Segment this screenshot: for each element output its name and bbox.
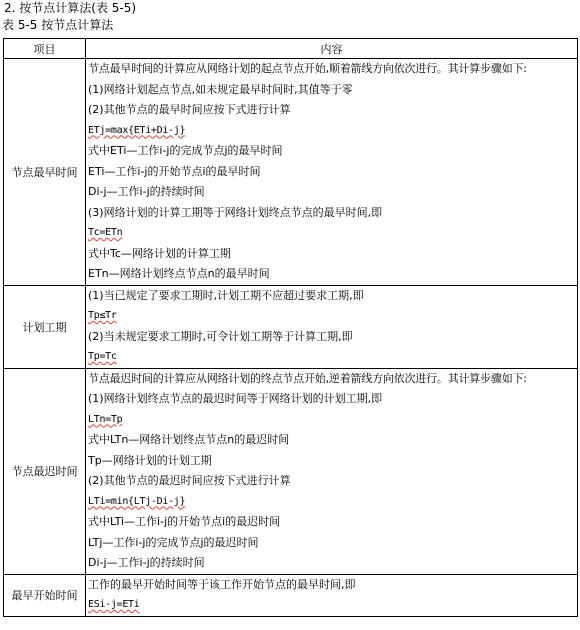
content-line: ETi—工作i-j的开始节点i的最早时间 (88, 164, 261, 178)
formula-line: Tp≤Tr (88, 310, 117, 321)
header-content: 内容 (86, 39, 578, 59)
content-line: LTj—工作i-j的完成节点j的最迟时间 (88, 535, 259, 549)
content-line: 式中LTi—工作i-j的开始节点i的最迟时间 (88, 515, 281, 528)
formula-line: Tp=Tc (88, 351, 117, 362)
table-row (4, 285, 578, 368)
content-line: Di-j—工作i-j的持续时间 (88, 185, 205, 198)
table-header-row (4, 39, 578, 59)
table-row (4, 368, 578, 574)
row-item-planned-duration: 计划工期 (4, 285, 86, 368)
formula-line: ESi-j=ETi (88, 599, 140, 610)
content-line: 节点最迟时间的计算应从网络计划的终点节点开始,逆着箭线方向依次进行。其计算步骤如下: (88, 371, 527, 385)
formula-line: ETj=max{ETi+Di-j} (88, 124, 186, 136)
header-item: 项目 (4, 39, 86, 59)
content-line: 节点最早时间的计算应从网络计划的起点节点开始,顺着箭线方向依次进行。其计算步骤如下: (88, 62, 527, 75)
content-line: 式中LTn—网络计划终点节点n的最迟时间 (88, 433, 290, 446)
content-line: (2)其他节点的最早时间应按下式进行计算 (88, 103, 291, 116)
table-row (4, 59, 578, 286)
content-line: Tp—网络计划的计划工期 (88, 453, 212, 467)
row-content (86, 368, 578, 574)
content-line: (2)其他节点的最迟时间应按下式进行计算 (88, 474, 291, 487)
row-content (86, 574, 578, 616)
formula-line: LTn=Tp (88, 413, 123, 425)
table-caption: 表 5-5 按节点计算法 (2, 18, 114, 32)
calculation-table (3, 38, 578, 617)
content-line: (1)网络计划起点节点,如未规定最早时间时,其值等于零 (88, 82, 353, 96)
content-line: (2)当未规定要求工期时,可令计划工期等于计算工期,即 (88, 329, 353, 343)
content-line: (1)当已规定了要求工期时,计划工期不应超过要求工期,即 (88, 288, 364, 302)
row-content (86, 285, 578, 368)
formula-line: LTi=min{LTj-Di-j} (88, 495, 186, 507)
content-line: (3)网络计划的计算工期等于网络计划终点节点的最早时间,即 (88, 205, 383, 219)
content-line: ETn—网络计划终点节点n的最早时间 (88, 267, 270, 280)
content-line: 式中ETi—工作i-j的完成节点j的最早时间 (88, 144, 283, 157)
formula-line: Tc=ETn (88, 227, 123, 238)
row-item-earliest-start-time: 最早开始时间 (4, 574, 86, 616)
content-line: Di-j—工作i-j的持续时间 (88, 556, 205, 569)
content-line: 式中Tc—网络计划的计算工期 (88, 246, 231, 260)
section-heading: 2. 按节点计算法(表 5-5) (4, 1, 137, 15)
row-content (86, 59, 578, 286)
table-row (4, 574, 578, 616)
row-item-earliest-node-time: 节点最早时间 (4, 59, 86, 286)
content-line: (1)网络计划终点节点的最迟时间等于网络计划的计划工期,即 (88, 392, 383, 405)
content-line: 工作的最早开始时间等于该工作开始节点的最早时间,即 (88, 577, 356, 591)
row-item-latest-node-time: 节点最迟时间 (4, 368, 86, 574)
